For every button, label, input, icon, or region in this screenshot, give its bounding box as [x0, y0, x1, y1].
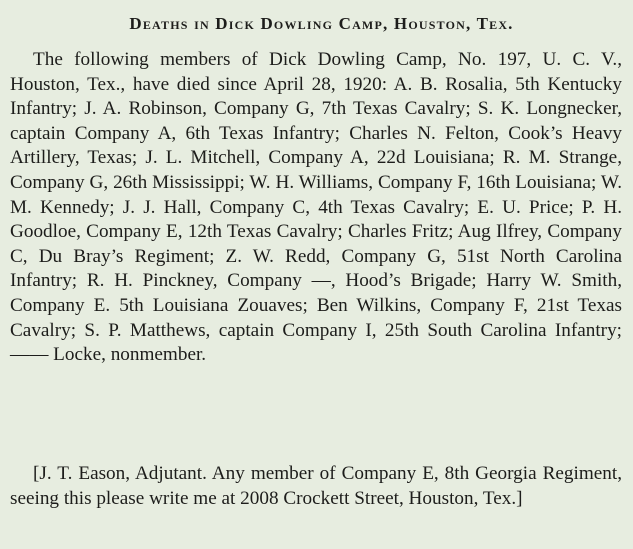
death-list-paragraph: The following members of Dick Dowling Camp, No. 197, U. C. V., Houston, Tex., have died since April 28, 1920: A. B. Rosalia, 5th Kentucky Infantry; J. A. Robinson, Company G, 7th Texas Cavalry; S. K. Longnecker, captain Company A, 6th Texas Infantry; Charles N. Felton, Cook’s Heavy Artillery, Texas; J. L. Mitchell, Company A, 22d Louisiana; R. M. Strange, Company G, 26th Mississippi; W. H. Williams, Company F, 16th Louisiana; W. M. Kennedy; J. J. Hall, Company C, 4th Texas Cavalry; E. U. Price; P. H. Goodloe, Company E, 12th Texas Cavalry; Charles Fritz; Aug Ilfrey, Company C, Du Bray’s Regiment; Z. W. Redd, Company G, 51st North Carolina Infantry; R. H. Pinckney, Company —, Hood’s Brigade; Harry W. Smith, Company E. 5th Louisiana Zouaves; Ben Wilkins, Company F, 21st Texas Cavalry; S. P. Matthews, captain Company I, 25th South Carolina Infantry; —— Locke, nonmember. [10, 49, 622, 366]
article-heading: Deaths in Dick Dowling Camp, Houston, Tex. [129, 14, 514, 33]
adjutant-note-paragraph: [J. T. Eason, Adjutant. Any member of Company E, 8th Georgia Regiment, seeing this please write me at 2008 Crockett Street, Houston, Tex.] [10, 463, 622, 509]
